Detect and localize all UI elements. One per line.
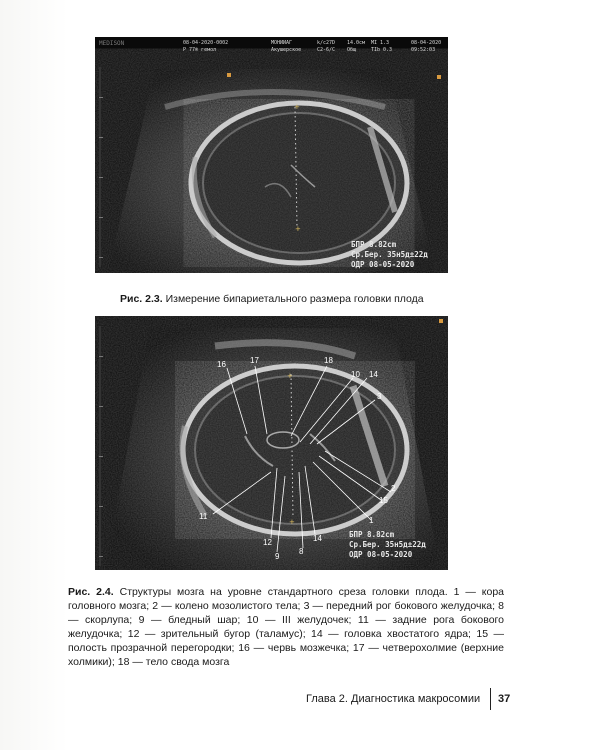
svg-text:+: + bbox=[295, 225, 301, 233]
gestational-age: Ср.Бер. 35н5д±22д bbox=[349, 540, 426, 549]
probe-type: C2-6/C bbox=[317, 47, 336, 53]
page-gutter bbox=[0, 0, 68, 750]
label-14-top: 14 bbox=[369, 370, 378, 379]
figure-caption-2-3 bbox=[120, 292, 424, 306]
institution: МОНИИАГ bbox=[271, 40, 293, 46]
caption-text: Структуры мозга на уровне стандартного среза головки плода. 1 — кора головного мозга; 2 — колено мозолистого тела; 3 — передний рог бокового желудочка; 8 — скорлупа; 9 — бледный шар; 10 — III желудочек; 11 — задние рога бокового желудочка; 12 — зрительный бугор (таламус); 14 — головка хвостатого ядра; 15 — полость прозрачной перегородки; 16 — червь мозжечка; 17 — четверохолмие (верхние холмики); 18 — тело свода мозга bbox=[68, 586, 504, 668]
label-10: 10 bbox=[351, 370, 360, 379]
brand-logo: MEDISON bbox=[99, 40, 125, 47]
estimated-due-date: ОДР 08-05-2020 bbox=[351, 260, 415, 269]
label-15: 15 bbox=[379, 496, 388, 505]
ultrasound-scan-1 bbox=[95, 37, 448, 273]
depth-mode: Общ bbox=[347, 47, 357, 53]
label-3: 3 bbox=[377, 392, 382, 401]
label-18: 18 bbox=[324, 356, 333, 365]
label-16: 16 bbox=[217, 360, 226, 369]
ultrasound-scan-2 bbox=[95, 316, 448, 570]
label-1: 1 bbox=[369, 516, 374, 525]
label-11: 11 bbox=[199, 512, 208, 521]
estimated-due-date: ОДР 08-05-2020 bbox=[349, 550, 413, 559]
department: Акушерское bbox=[271, 47, 302, 53]
caption-label: Рис. 2.3. bbox=[120, 293, 163, 305]
patient-id: 08-04-2020-0002 bbox=[183, 40, 229, 46]
label-14-bottom: 14 bbox=[313, 534, 322, 543]
ultrasound-image-bpd bbox=[95, 37, 448, 273]
probe-setting: k/c27D bbox=[317, 40, 336, 46]
label-8: 8 bbox=[299, 547, 304, 556]
patient-info: P 77® гемол bbox=[183, 47, 217, 53]
exam-date: 08-04-2020 bbox=[411, 40, 442, 46]
depth-value: 14.0cм bbox=[347, 40, 366, 46]
ultrasound-image-brain-structures bbox=[95, 316, 448, 570]
label-2: 2 bbox=[391, 484, 396, 493]
svg-text:+: + bbox=[289, 518, 295, 526]
figure-caption-2-4 bbox=[68, 585, 504, 669]
thermal-index: TIb 0.3 bbox=[371, 47, 393, 53]
label-9: 9 bbox=[275, 552, 280, 561]
label-17: 17 bbox=[250, 356, 259, 365]
label-12: 12 bbox=[263, 538, 272, 547]
caption-text: Измерение бипариетального размера головки плода bbox=[165, 293, 424, 305]
bpd-measurement: БПР 8.82cm bbox=[351, 240, 397, 249]
bpd-measurement: БПР 8.82cm bbox=[349, 530, 395, 539]
svg-text:+: + bbox=[294, 103, 300, 111]
page-number: 37 bbox=[498, 693, 511, 705]
running-footer-chapter: Глава 2. Диагностика макросомии bbox=[306, 693, 481, 705]
svg-text:+: + bbox=[287, 372, 293, 380]
exam-time: 09:52:03 bbox=[411, 47, 436, 53]
footer-divider bbox=[490, 688, 491, 710]
mechanical-index: MI 1.3 bbox=[371, 40, 390, 46]
gestational-age: Ср.Бер. 35н5д±22д bbox=[351, 250, 428, 259]
caption-label: Рис. 2.4. bbox=[68, 586, 114, 598]
